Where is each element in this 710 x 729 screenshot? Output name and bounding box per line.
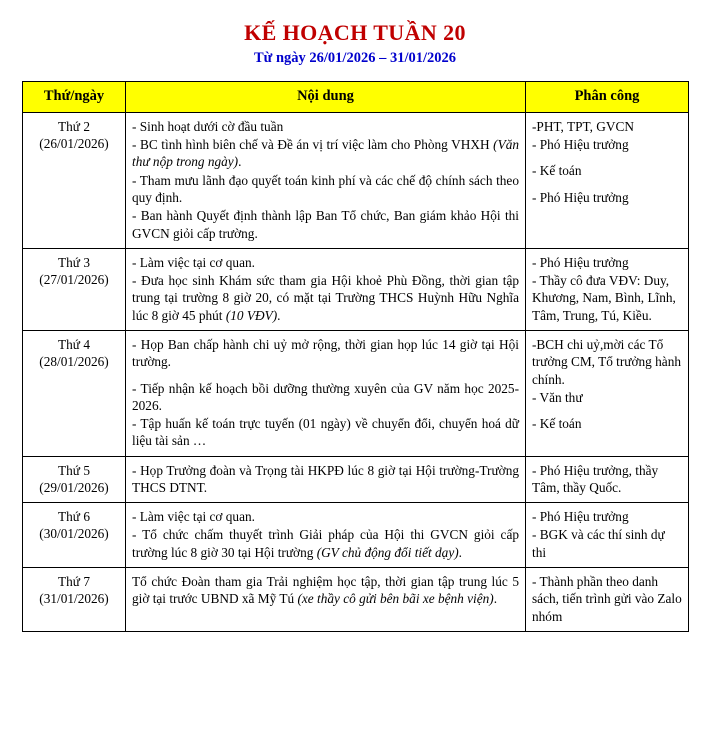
table-row [23,503,689,568]
day-cell [23,568,126,632]
weekly-plan-table [22,81,689,632]
day-date: (27/01/2026) [39,272,109,288]
assignment-line: - Thầy cô đưa VĐV: Duy, Khương, Nam, Bình, Lĩnh, Tâm, Trung, Tú, Kiều. [532,273,676,323]
table-body [23,112,689,631]
day-date: (31/01/2026) [39,591,109,607]
content-cell [126,330,526,456]
content-line: - Làm việc tại cơ quan. [132,254,255,270]
day-name: Thứ 7 [58,574,90,590]
day-date: (26/01/2026) [39,136,109,152]
assignment-line: -PHT, TPT, GVCN [532,118,634,134]
day-cell [23,330,126,456]
content-line: - Tổ chức chấm thuyết trình Giải pháp của Hội thi GVCN giỏi cấp trường lúc 8 giờ 30 tại Hội trường (GV chủ động đổi tiết dạy). [132,527,519,560]
column-header-content: Nội dung [126,82,526,113]
spacer [532,153,682,162]
content-line: - Tập huấn kế toán trực tuyến (01 ngày) về chuyển đổi, chuyển hoá dữ liệu tài sản … [132,416,519,449]
day-name: Thứ 3 [58,254,90,270]
assignment-line: - Phó Hiệu trưởng [532,137,629,153]
assignment-cell [526,112,689,248]
assignment-line: - Phó Hiệu trưởng [532,509,629,525]
assignment-line: - BGK và các thí sinh dự thi [532,527,665,560]
day-name: Thứ 5 [58,462,90,478]
spacer [532,180,682,189]
page-title: KẾ HOẠCH TUẦN 20 [244,20,466,45]
content-cell: - Họp Trưởng đoàn và Trọng tài HKPĐ lúc 8 giờ tại Hội trường-Trường THCS DTNT. [126,456,526,503]
page-subtitle: Từ ngày 26/01/2026 – 31/01/2026 [253,50,457,66]
content-line: - Đưa học sinh Khám sức tham gia Hội khoẻ Phù Đồng, thời gian tập trung tại trường 8 giờ 20, có mặt tại Trường THCS Huỳnh Hữu Nghĩa lúc 8 giờ 45 phút (10 VĐV). [132,273,519,323]
content-cell [126,248,526,330]
day-cell [23,248,126,330]
table-row [23,456,689,503]
day-date: (28/01/2026) [39,354,109,370]
day-date: (30/01/2026) [39,526,109,542]
assignment-line: - Kế toán [532,416,582,432]
spacer [132,371,519,380]
content-line: - Ban hành Quyết định thành lập Ban Tổ chức, Ban giám khảo Hội thi GVCN giỏi cấp trường. [132,208,519,241]
table-header-row [23,82,689,113]
assignment-line: -BCH chi uỷ,mời các Tổ trưởng CM, Tổ trưởng hành chính. [532,336,682,387]
content-cell [126,112,526,248]
day-cell [23,112,126,248]
column-header-day: Thứ/ngày [23,82,126,113]
day-name: Thứ 6 [58,509,90,525]
content-cell [126,503,526,568]
content-line: - Sinh hoạt dưới cờ đầu tuần [132,118,284,134]
table-row [23,568,689,632]
column-header-assignment: Phân công [526,82,689,113]
assignment-line: - Phó Hiệu trưởng [532,189,629,205]
content-line: - Tiếp nhận kế hoạch bồi dưỡng thường xuyên của GV năm học 2025-2026. [132,380,519,413]
assignment-line: - Văn thư [532,389,583,405]
assignment-cell [526,503,689,568]
day-name: Thứ 2 [58,118,90,134]
content-line: - Tham mưu lãnh đạo quyết toán kinh phí và các chế độ chính sách theo quy định. [132,172,519,205]
assignment-cell: - Thành phần theo danh sách, tiến trình gửi vào Zalo nhóm [526,568,689,632]
assignment-line: - Phó Hiệu trưởng [532,254,629,270]
day-name: Thứ 4 [58,336,90,352]
content-cell: Tổ chức Đoàn tham gia Trải nghiệm học tập, thời gian tập trung lúc 5 giờ tại trước UBND xã Mỹ Tú (xe thầy cô gửi bên bãi xe bệnh viện). [126,568,526,632]
assignment-line: - Kế toán [532,163,582,179]
content-line: - Làm việc tại cơ quan. [132,509,255,525]
table-row [23,330,689,456]
spacer [532,406,682,415]
table-row [23,112,689,248]
assignment-cell [526,330,689,456]
day-date: (29/01/2026) [39,479,109,495]
assignment-cell: - Phó Hiệu trưởng, thầy Tâm, thầy Quốc. [526,456,689,503]
content-line: - BC tình hình biên chế và Đề án vị trí việc làm cho Phòng VHXH (Văn thư nộp trong ngày). [132,137,519,170]
assignment-cell [526,248,689,330]
content-line: - Họp Ban chấp hành chi uỷ mở rộng, thời gian họp lúc 14 giờ tại Hội trường. [132,336,519,370]
table-row [23,248,689,330]
day-cell [23,456,126,503]
day-cell [23,503,126,568]
